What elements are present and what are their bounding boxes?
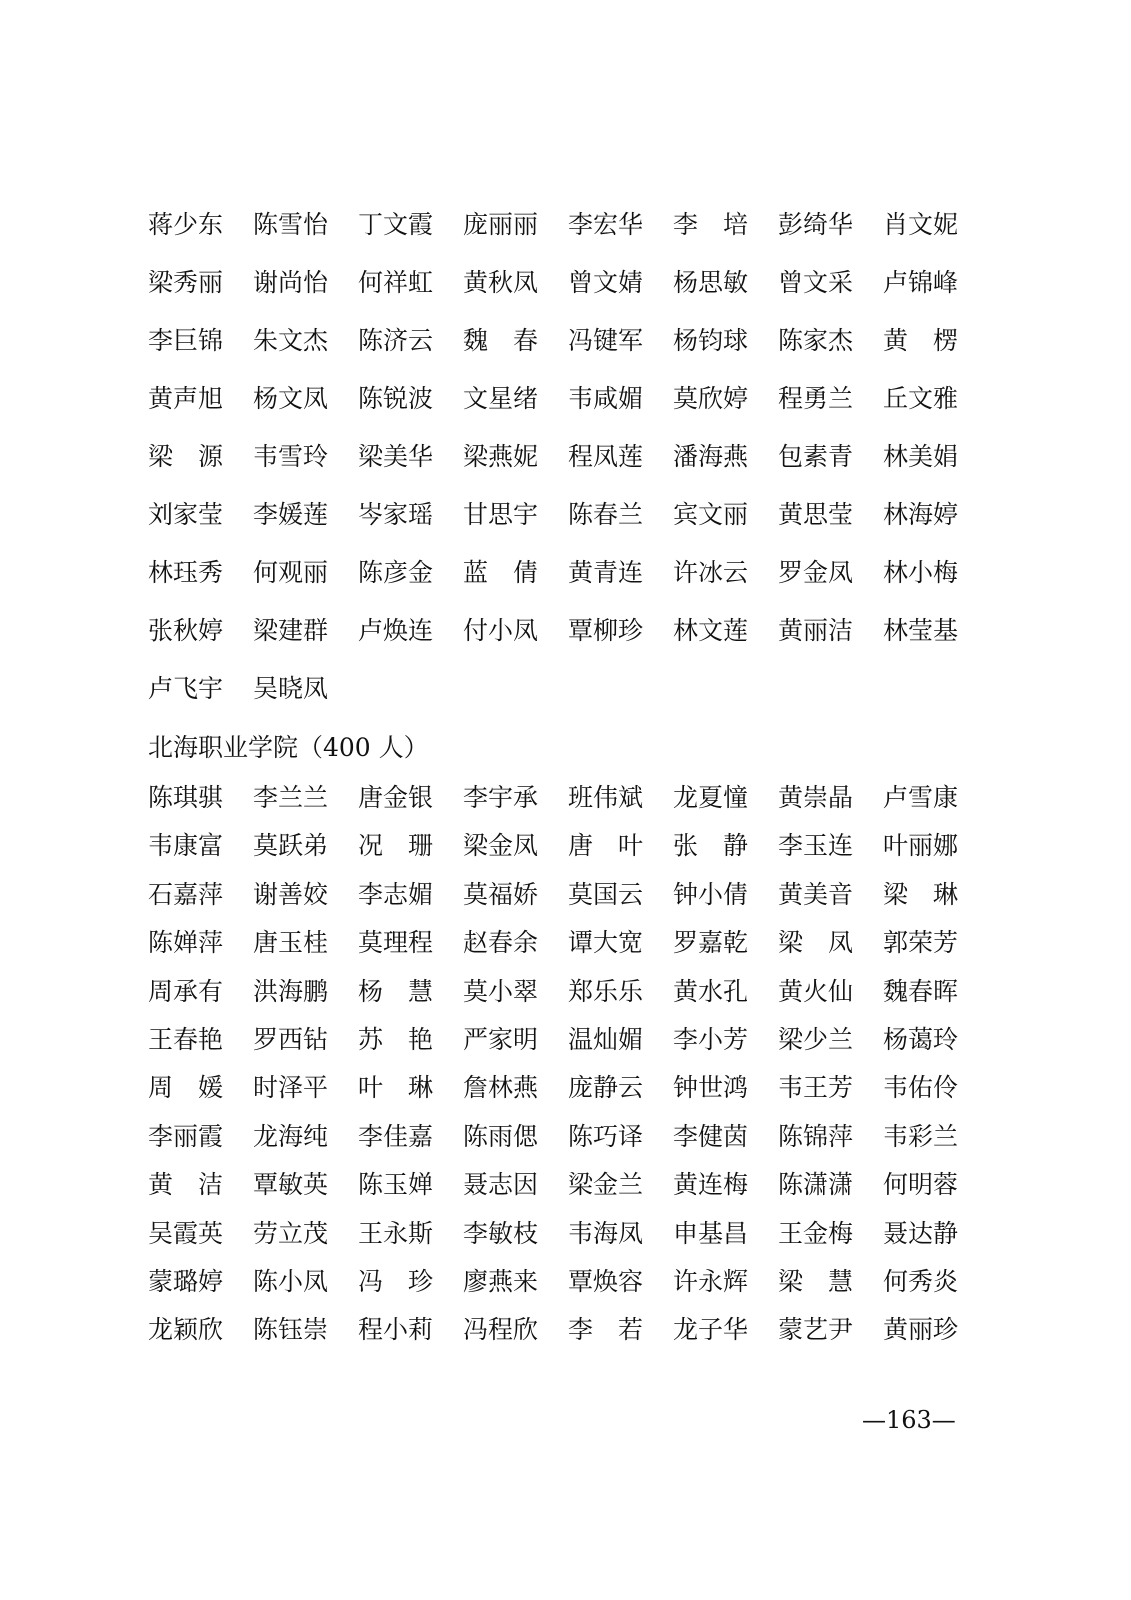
name-entry: 韦彩兰 [883,1121,959,1151]
name-entry: 申基昌 [673,1218,749,1248]
name-entry: 覃焕容 [568,1266,644,1296]
name-entry: 林文莲 [673,616,749,645]
name-entry: 赵春余 [463,928,539,958]
name-entry: 冯 珍 [358,1266,434,1296]
name-list-section-1 [148,205,988,727]
name-entry: 覃敏英 [253,1170,329,1200]
name-entry: 李佳嘉 [358,1121,434,1151]
name-entry: 杨钧球 [673,326,749,355]
name-entry: 程凤莲 [568,442,644,471]
name-entry: 罗嘉乾 [673,928,749,958]
name-entry: 杨 慧 [358,976,434,1006]
name-entry: 吴霞英 [148,1218,224,1248]
name-entry: 梁建群 [253,616,329,645]
name-entry: 石嘉萍 [148,879,224,909]
name-entry: 陈雨偲 [463,1121,539,1151]
name-entry: 包素青 [778,442,854,471]
name-entry: 许永辉 [673,1266,749,1296]
name-entry: 李小芳 [673,1024,749,1054]
name-entry: 黄水孔 [673,976,749,1006]
name-entry: 黄 洁 [148,1170,224,1200]
name-entry: 莫跃弟 [253,831,329,861]
name-entry: 陈雪怡 [253,210,329,239]
name-entry: 曾文婧 [568,268,644,297]
name-entry: 陈春兰 [568,500,644,529]
name-entry: 莫小翠 [463,976,539,1006]
name-entry: 龙颖欣 [148,1315,224,1345]
name-entry: 陈潇潇 [778,1170,854,1200]
name-entry: 蓝 倩 [463,558,539,587]
name-entry: 班伟斌 [568,783,644,812]
name-entry: 刘家莹 [148,500,224,529]
name-entry: 时泽平 [253,1073,329,1103]
name-entry: 林海婷 [883,500,959,529]
name-entry: 陈巧译 [568,1121,644,1151]
name-entry: 王金梅 [778,1218,854,1248]
name-entry: 林小梅 [883,558,959,587]
name-entry: 黄崇晶 [778,783,854,812]
name-entry: 岑家瑶 [358,500,434,529]
name-entry: 罗西钻 [253,1024,329,1054]
name-entry: 况 珊 [358,831,434,861]
name-entry: 李健茵 [673,1121,749,1151]
name-entry: 梁秀丽 [148,268,224,297]
name-entry: 蒙璐婷 [148,1266,224,1296]
name-entry: 杨思敏 [673,268,749,297]
name-entry: 覃柳珍 [568,616,644,645]
name-entry: 卢飞宇 [148,674,224,703]
name-entry: 冯键军 [568,326,644,355]
name-entry: 陈家杰 [778,326,854,355]
name-entry: 梁金兰 [568,1170,644,1200]
name-entry: 杨蔼玲 [883,1024,959,1054]
name-entry: 叶 琳 [358,1073,434,1103]
name-entry: 梁美华 [358,442,434,471]
name-entry: 黄丽洁 [778,616,854,645]
name-entry: 许冰云 [673,558,749,587]
name-entry: 潘海燕 [673,442,749,471]
name-entry: 程勇兰 [778,384,854,413]
name-entry: 谢尚怡 [253,268,329,297]
name-entry: 彭绮华 [778,210,854,239]
name-entry: 宾文丽 [673,500,749,529]
name-entry: 梁 凤 [778,928,854,958]
name-entry: 陈济云 [358,326,434,355]
name-entry: 聂达静 [883,1218,959,1248]
name-entry: 李丽霞 [148,1121,224,1151]
name-entry: 劳立茂 [253,1218,329,1248]
name-entry: 陈锐波 [358,384,434,413]
name-entry: 冯程欣 [463,1315,539,1345]
name-entry: 韦海凤 [568,1218,644,1248]
name-entry: 黄 楞 [883,326,959,355]
name-entry: 丘文雅 [883,384,959,413]
name-entry: 黄秋凤 [463,268,539,297]
name-entry: 唐玉桂 [253,928,329,958]
name-entry: 李 培 [673,210,749,239]
name-entry: 李敏枝 [463,1218,539,1248]
name-entry: 陈钰崇 [253,1315,329,1345]
name-list-section-2 [148,778,988,1359]
name-entry: 黄思莹 [778,500,854,529]
name-entry: 甘思宇 [463,500,539,529]
name-entry: 莫欣婷 [673,384,749,413]
name-entry: 李巨锦 [148,326,224,355]
name-entry: 黄青连 [568,558,644,587]
page-number: —163— [862,1406,956,1434]
name-entry: 罗金凤 [778,558,854,587]
name-entry: 卢锦峰 [883,268,959,297]
name-entry: 詹林燕 [463,1073,539,1103]
name-entry: 韦雪玲 [253,442,329,471]
name-entry: 洪海鹏 [253,976,329,1006]
name-entry: 魏春晖 [883,976,959,1006]
name-entry: 付小凤 [463,616,539,645]
name-entry: 严家明 [463,1024,539,1054]
name-entry: 林莹基 [883,616,959,645]
name-entry: 梁 慧 [778,1266,854,1296]
name-entry: 钟小倩 [673,879,749,909]
name-entry: 龙夏憧 [673,783,749,812]
name-entry: 李宏华 [568,210,644,239]
name-entry: 温灿媚 [568,1024,644,1054]
name-entry: 黄连梅 [673,1170,749,1200]
name-entry: 何祥虹 [358,268,434,297]
name-entry: 莫理程 [358,928,434,958]
name-entry: 肖文妮 [883,210,959,239]
name-entry: 韦佑伶 [883,1073,959,1103]
name-entry: 梁 琳 [883,879,959,909]
name-entry: 莫国云 [568,879,644,909]
name-entry: 杨文凤 [253,384,329,413]
name-entry: 陈琪骐 [148,783,224,812]
name-entry: 韦王芳 [778,1073,854,1103]
name-entry: 唐金银 [358,783,434,812]
name-entry: 文星绪 [463,384,539,413]
name-entry: 陈小凤 [253,1266,329,1296]
name-entry: 聂志因 [463,1170,539,1200]
name-entry: 郭荣芳 [883,928,959,958]
section-title: 北海职业学院（400 人） [148,733,429,762]
name-entry: 莫福娇 [463,879,539,909]
name-entry: 李 若 [568,1315,644,1345]
name-entry: 丁文霞 [358,210,434,239]
name-entry: 庞静云 [568,1073,644,1103]
name-entry: 魏 春 [463,326,539,355]
name-entry: 梁金凤 [463,831,539,861]
name-entry: 李兰兰 [253,783,329,812]
name-entry: 卢雪康 [883,783,959,812]
name-entry: 陈玉婵 [358,1170,434,1200]
name-entry: 韦咸媚 [568,384,644,413]
name-entry: 周 媛 [148,1073,224,1103]
name-entry: 何明蓉 [883,1170,959,1200]
name-entry: 李媛莲 [253,500,329,529]
name-entry: 唐 叶 [568,831,644,861]
name-entry: 蒋少东 [148,210,224,239]
name-entry: 黄丽珍 [883,1315,959,1345]
name-entry: 王永斯 [358,1218,434,1248]
name-entry: 何秀炎 [883,1266,959,1296]
name-entry: 程小莉 [358,1315,434,1345]
name-entry: 郑乐乐 [568,976,644,1006]
name-entry: 陈彦金 [358,558,434,587]
name-entry: 林珏秀 [148,558,224,587]
name-entry: 何观丽 [253,558,329,587]
name-entry: 钟世鸿 [673,1073,749,1103]
name-entry: 梁燕妮 [463,442,539,471]
name-entry: 曾文采 [778,268,854,297]
name-entry: 谭大宽 [568,928,644,958]
name-entry: 张 静 [673,831,749,861]
name-entry: 卢焕连 [358,616,434,645]
name-entry: 蒙艺尹 [778,1315,854,1345]
name-entry: 林美娟 [883,442,959,471]
name-entry: 龙子华 [673,1315,749,1345]
name-entry: 陈锦萍 [778,1121,854,1151]
name-entry: 陈婵萍 [148,928,224,958]
name-entry: 龙海纯 [253,1121,329,1151]
name-entry: 庞丽丽 [463,210,539,239]
name-entry: 黄声旭 [148,384,224,413]
name-entry: 黄火仙 [778,976,854,1006]
name-entry: 梁少兰 [778,1024,854,1054]
name-entry: 谢善姣 [253,879,329,909]
name-entry: 廖燕来 [463,1266,539,1296]
name-entry: 周承有 [148,976,224,1006]
name-entry: 叶丽娜 [883,831,959,861]
name-entry: 李玉连 [778,831,854,861]
name-entry: 韦康富 [148,831,224,861]
name-entry: 吴晓凤 [253,674,329,703]
name-entry: 黄美音 [778,879,854,909]
name-entry: 李志媚 [358,879,434,909]
name-entry: 李宇承 [463,783,539,812]
name-entry: 张秋婷 [148,616,224,645]
name-entry: 梁 源 [148,442,224,471]
name-entry: 朱文杰 [253,326,329,355]
name-entry: 苏 艳 [358,1024,434,1054]
name-entry: 王春艳 [148,1024,224,1054]
